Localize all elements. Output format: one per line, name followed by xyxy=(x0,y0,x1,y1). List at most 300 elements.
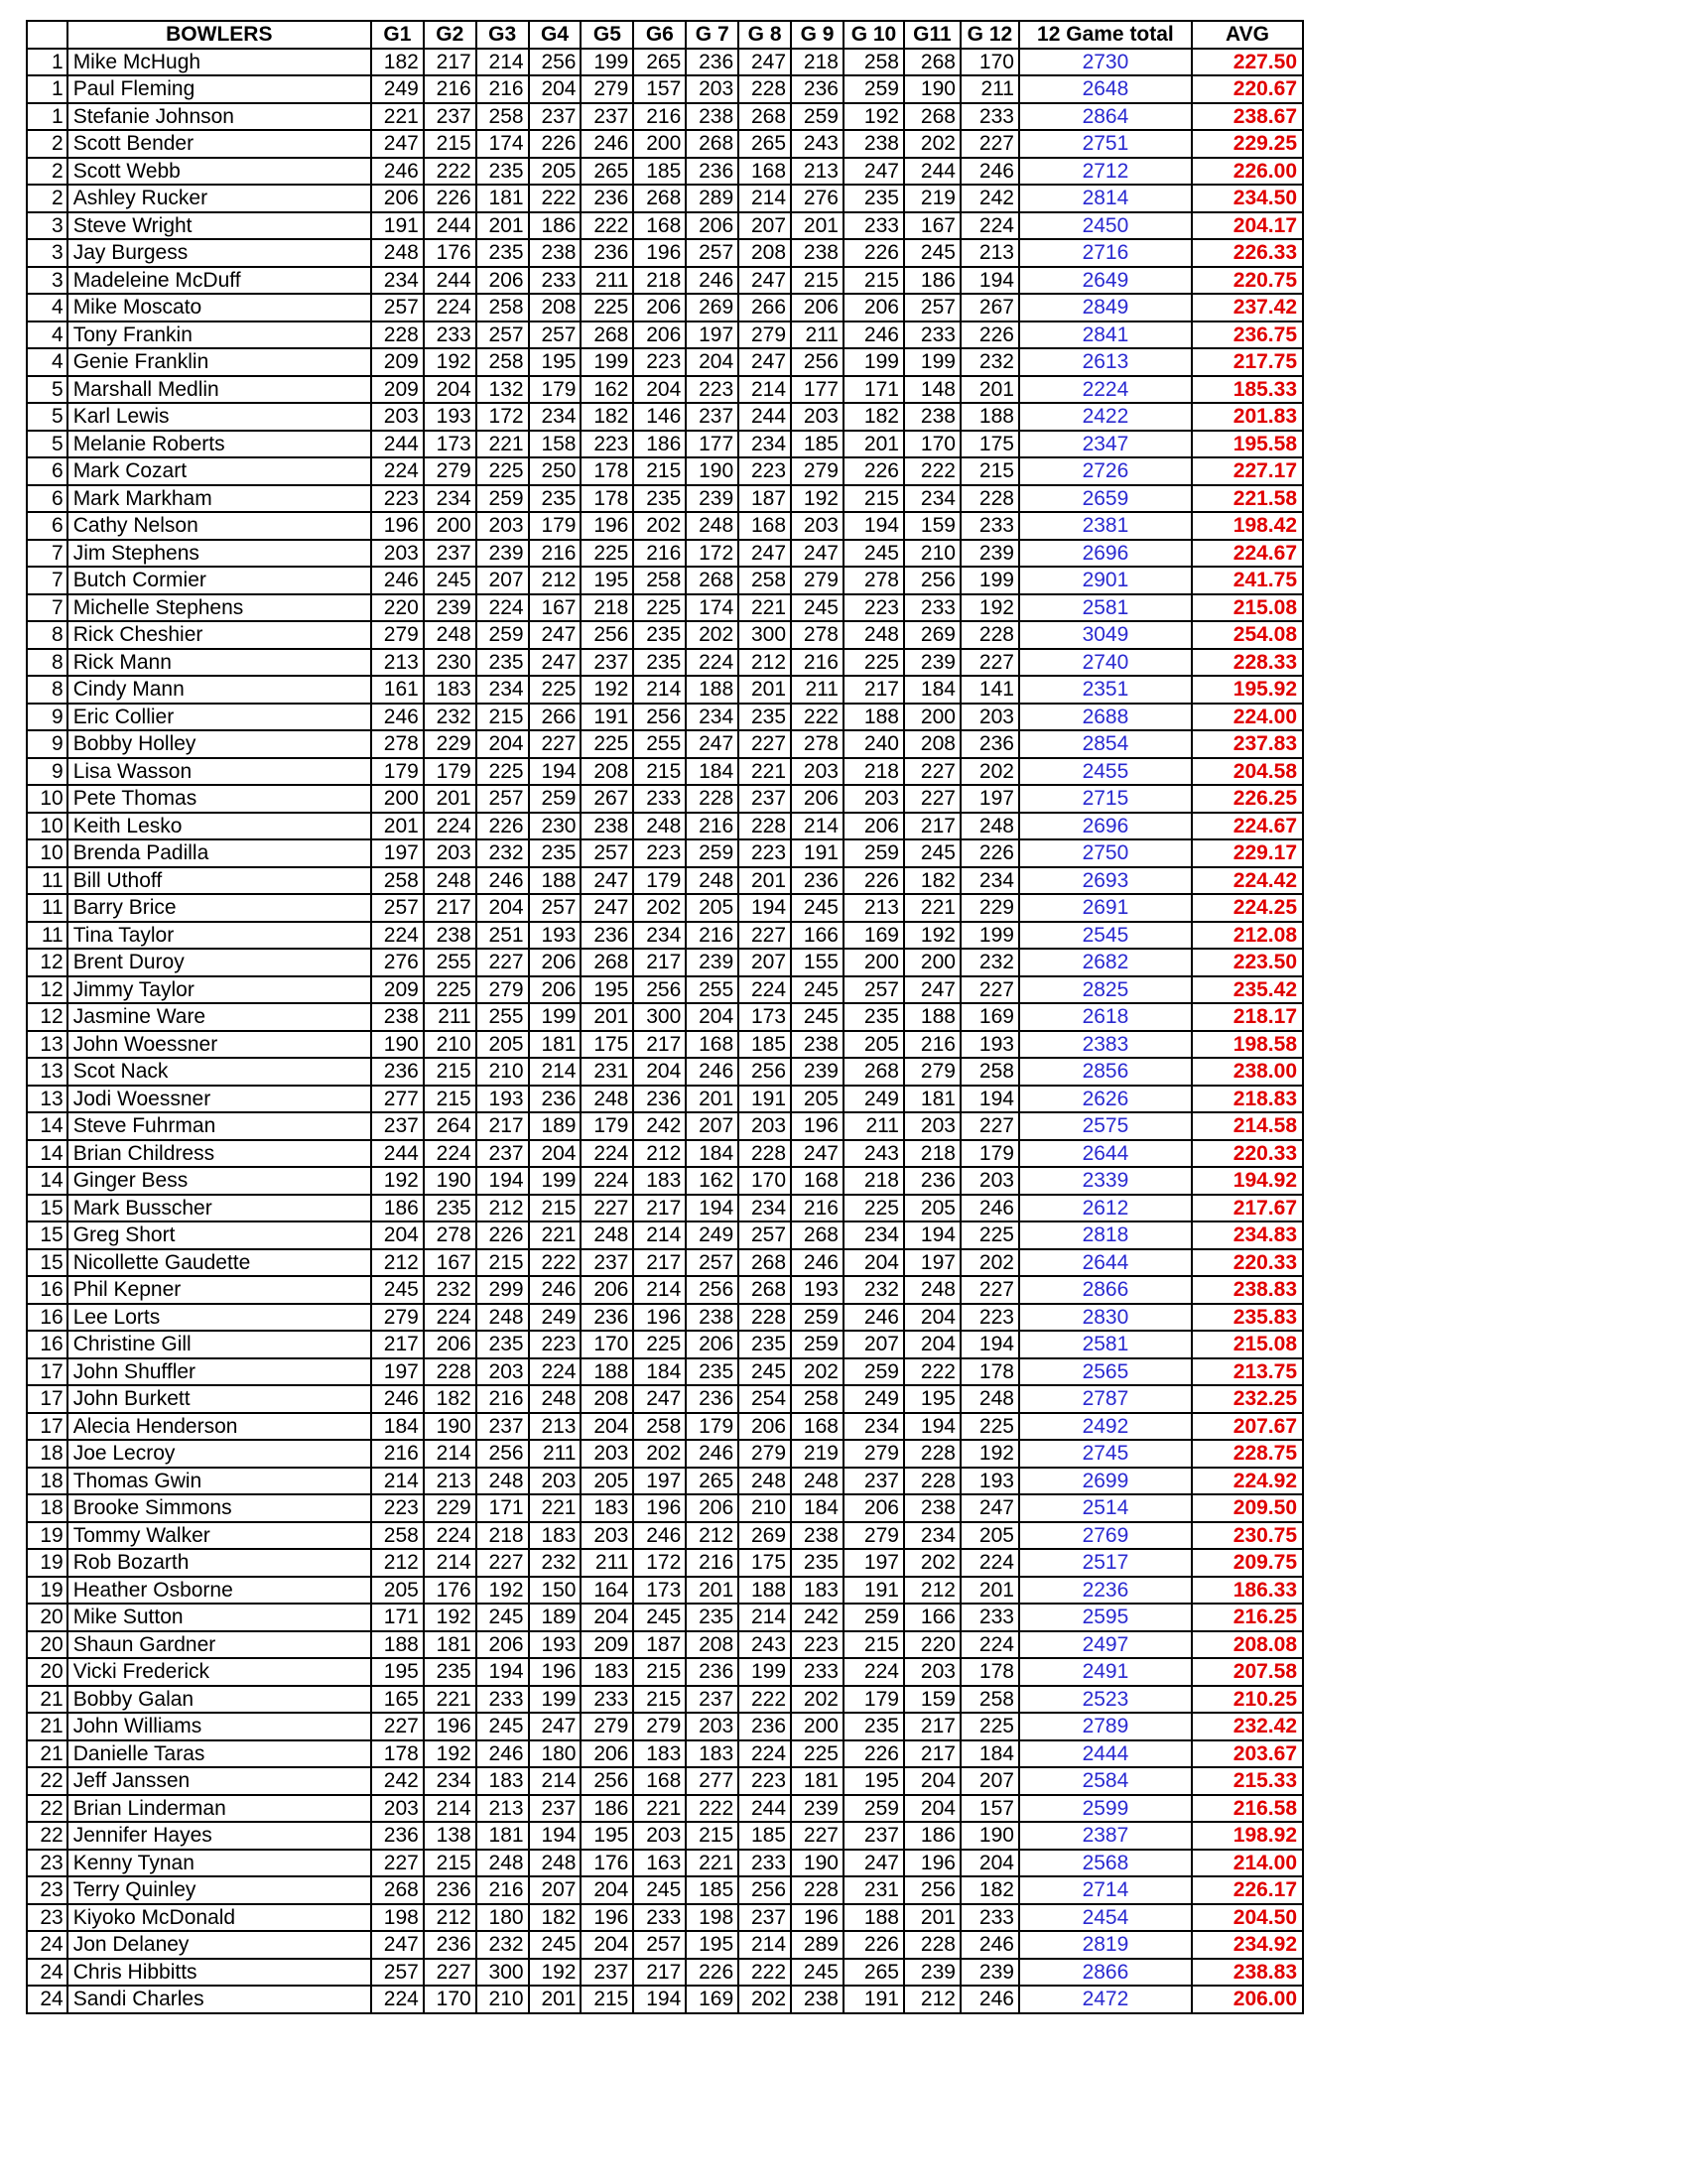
game-6-score-cell: 246 xyxy=(633,1522,686,1550)
game-2-score-cell: 245 xyxy=(424,567,476,594)
game-11-score-cell: 219 xyxy=(904,185,961,212)
avg-cell: 214.00 xyxy=(1192,1850,1303,1877)
bowler-name-cell: Thomas Gwin xyxy=(67,1468,371,1495)
game-4-score-cell: 199 xyxy=(529,1686,582,1714)
table-row xyxy=(27,1631,1303,1659)
game-9-score-cell: 219 xyxy=(791,1440,844,1468)
rank-cell: 2 xyxy=(27,185,67,212)
avg-cell: 220.67 xyxy=(1192,75,1303,103)
game-7-score-cell: 177 xyxy=(686,431,738,458)
game-8-score-cell: 234 xyxy=(738,431,791,458)
table-row xyxy=(27,704,1303,731)
game-8-score-cell: 223 xyxy=(738,457,791,485)
rank-cell: 19 xyxy=(27,1522,67,1550)
table-row xyxy=(27,294,1303,321)
game-11-score-cell: 234 xyxy=(904,485,961,513)
table-row xyxy=(27,1195,1303,1222)
game-3-score-cell: 215 xyxy=(476,1249,529,1277)
rank-cell: 14 xyxy=(27,1112,67,1140)
rank-cell: 9 xyxy=(27,730,67,758)
game-9-score-cell: 245 xyxy=(791,1003,844,1031)
game-12-score-cell: 202 xyxy=(961,1249,1019,1277)
bowler-name-cell: Phil Kepner xyxy=(67,1276,371,1304)
game-12-score-cell: 170 xyxy=(961,49,1019,76)
game-11-score-cell: 228 xyxy=(904,1931,961,1959)
rank-cell: 21 xyxy=(27,1740,67,1768)
game-9-score-cell: 258 xyxy=(791,1385,844,1413)
game-3-score-cell: 217 xyxy=(476,1112,529,1140)
game-2-score-cell: 234 xyxy=(424,1767,476,1795)
game-7-score-cell: 195 xyxy=(686,1931,738,1959)
game-10-score-cell: 259 xyxy=(844,1795,904,1823)
game-1-score-cell: 216 xyxy=(371,1440,424,1468)
game-8-score-cell: 223 xyxy=(738,1767,791,1795)
game-8-score-cell: 247 xyxy=(738,49,791,76)
game-12-score-cell: 141 xyxy=(961,676,1019,704)
game-12-score-cell: 232 xyxy=(961,949,1019,976)
game-9-score-cell: 256 xyxy=(791,348,844,376)
game-7-score-cell: 255 xyxy=(686,976,738,1004)
avg-cell: 213.75 xyxy=(1192,1358,1303,1386)
rank-cell: 15 xyxy=(27,1221,67,1249)
game-6-score-cell: 194 xyxy=(633,1986,686,2013)
game-8-header: G 8 xyxy=(738,21,791,49)
table-row xyxy=(27,1795,1303,1823)
game-11-score-cell: 203 xyxy=(904,1112,961,1140)
total-cell: 2568 xyxy=(1019,1850,1192,1877)
game-12-score-cell: 194 xyxy=(961,267,1019,295)
game-9-score-cell: 191 xyxy=(791,839,844,867)
game-8-score-cell: 244 xyxy=(738,1795,791,1823)
avg-cell: 216.58 xyxy=(1192,1795,1303,1823)
game-6-score-cell: 206 xyxy=(633,294,686,321)
avg-cell: 204.17 xyxy=(1192,212,1303,240)
total-cell: 2726 xyxy=(1019,457,1192,485)
table-row xyxy=(27,676,1303,704)
game-4-score-cell: 179 xyxy=(529,376,582,404)
game-8-score-cell: 175 xyxy=(738,1549,791,1577)
game-11-score-cell: 201 xyxy=(904,1904,961,1932)
bowler-name-cell: Joe Lecroy xyxy=(67,1440,371,1468)
game-11-score-cell: 208 xyxy=(904,730,961,758)
total-cell: 2750 xyxy=(1019,839,1192,867)
avg-cell: 208.08 xyxy=(1192,1631,1303,1659)
game-10-score-cell: 237 xyxy=(844,1822,904,1850)
total-cell: 2819 xyxy=(1019,1931,1192,1959)
game-8-score-cell: 235 xyxy=(738,1331,791,1358)
game-4-score-cell: 211 xyxy=(529,1440,582,1468)
game-3-score-cell: 259 xyxy=(476,621,529,649)
game-3-score-cell: 205 xyxy=(476,1031,529,1059)
game-2-score-cell: 228 xyxy=(424,1358,476,1386)
game-5-score-cell: 182 xyxy=(581,403,633,431)
game-5-score-cell: 199 xyxy=(581,348,633,376)
game-7-score-cell: 204 xyxy=(686,348,738,376)
bowler-name-cell: Vicki Frederick xyxy=(67,1658,371,1686)
table-row xyxy=(27,1549,1303,1577)
bowler-name-cell: Lisa Wasson xyxy=(67,758,371,786)
game-1-score-cell: 224 xyxy=(371,457,424,485)
game-9-score-cell: 259 xyxy=(791,1331,844,1358)
rank-cell: 19 xyxy=(27,1549,67,1577)
game-12-score-cell: 157 xyxy=(961,1795,1019,1823)
table-row xyxy=(27,485,1303,513)
game-5-score-cell: 192 xyxy=(581,676,633,704)
rank-cell: 7 xyxy=(27,594,67,622)
table-row xyxy=(27,922,1303,950)
game-6-score-cell: 168 xyxy=(633,1767,686,1795)
game-2-score-cell: 206 xyxy=(424,1331,476,1358)
game-2-score-cell: 226 xyxy=(424,185,476,212)
game-1-score-cell: 200 xyxy=(371,785,424,813)
game-6-score-cell: 214 xyxy=(633,676,686,704)
game-8-score-cell: 257 xyxy=(738,1221,791,1249)
bowler-name-cell: Mark Busscher xyxy=(67,1195,371,1222)
game-2-score-cell: 236 xyxy=(424,1931,476,1959)
game-2-score-cell: 215 xyxy=(424,1850,476,1877)
total-cell: 2648 xyxy=(1019,75,1192,103)
game-2-score-cell: 248 xyxy=(424,621,476,649)
bowler-name-cell: Stefanie Johnson xyxy=(67,103,371,131)
game-4-score-cell: 199 xyxy=(529,1003,582,1031)
game-11-score-cell: 218 xyxy=(904,1140,961,1168)
game-3-score-cell: 258 xyxy=(476,294,529,321)
game-11-score-cell: 228 xyxy=(904,1440,961,1468)
total-cell: 2492 xyxy=(1019,1413,1192,1441)
game-3-score-cell: 246 xyxy=(476,867,529,895)
table-row xyxy=(27,730,1303,758)
game-7-score-cell: 289 xyxy=(686,185,738,212)
game-12-score-cell: 227 xyxy=(961,1276,1019,1304)
game-7-score-cell: 169 xyxy=(686,1986,738,2013)
bowler-name-cell: Brent Duroy xyxy=(67,949,371,976)
game-5-score-cell: 170 xyxy=(581,1331,633,1358)
game-10-score-cell: 218 xyxy=(844,1167,904,1195)
game-5-score-cell: 178 xyxy=(581,457,633,485)
game-5-score-cell: 203 xyxy=(581,1522,633,1550)
game-6-score-cell: 168 xyxy=(633,212,686,240)
game-9-score-cell: 181 xyxy=(791,1767,844,1795)
avg-cell: 227.17 xyxy=(1192,457,1303,485)
game-6-score-cell: 258 xyxy=(633,1413,686,1441)
game-11-score-cell: 221 xyxy=(904,894,961,922)
game-7-score-cell: 239 xyxy=(686,949,738,976)
game-3-score-cell: 248 xyxy=(476,1468,529,1495)
game-11-score-cell: 200 xyxy=(904,704,961,731)
game-1-score-cell: 212 xyxy=(371,1249,424,1277)
game-11-score-cell: 248 xyxy=(904,1276,961,1304)
game-8-score-cell: 185 xyxy=(738,1031,791,1059)
game-1-score-cell: 192 xyxy=(371,1167,424,1195)
game-12-score-cell: 227 xyxy=(961,976,1019,1004)
game-9-score-cell: 243 xyxy=(791,130,844,158)
game-3-score-cell: 203 xyxy=(476,512,529,540)
bowler-name-cell: Nicollette Gaudette xyxy=(67,1249,371,1277)
bowler-name-cell: Brian Childress xyxy=(67,1140,371,1168)
game-9-score-cell: 190 xyxy=(791,1850,844,1877)
game-3-score-cell: 255 xyxy=(476,1003,529,1031)
game-12-score-cell: 203 xyxy=(961,1167,1019,1195)
game-8-score-cell: 244 xyxy=(738,403,791,431)
game-10-score-cell: 206 xyxy=(844,294,904,321)
game-4-score-cell: 222 xyxy=(529,1249,582,1277)
avg-cell: 220.33 xyxy=(1192,1249,1303,1277)
game-1-score-cell: 209 xyxy=(371,976,424,1004)
table-row xyxy=(27,1385,1303,1413)
game-7-score-cell: 203 xyxy=(686,75,738,103)
game-10-score-cell: 204 xyxy=(844,1249,904,1277)
game-2-score-cell: 217 xyxy=(424,894,476,922)
game-1-score-cell: 257 xyxy=(371,294,424,321)
avg-cell: 206.00 xyxy=(1192,1986,1303,2013)
avg-cell: 234.83 xyxy=(1192,1221,1303,1249)
game-8-score-cell: 194 xyxy=(738,894,791,922)
bowler-name-cell: Cindy Mann xyxy=(67,676,371,704)
game-1-score-cell: 206 xyxy=(371,185,424,212)
game-7-score-cell: 247 xyxy=(686,730,738,758)
game-4-score-cell: 203 xyxy=(529,1468,582,1495)
game-5-score-cell: 231 xyxy=(581,1058,633,1086)
avg-cell: 186.33 xyxy=(1192,1577,1303,1605)
table-row xyxy=(27,1468,1303,1495)
table-row xyxy=(27,1413,1303,1441)
game-11-score-cell: 238 xyxy=(904,403,961,431)
total-cell: 2523 xyxy=(1019,1686,1192,1714)
game-7-score-cell: 268 xyxy=(686,130,738,158)
game-10-score-cell: 249 xyxy=(844,1086,904,1113)
game-4-score-cell: 201 xyxy=(529,1986,582,2013)
game-4-score-cell: 214 xyxy=(529,1058,582,1086)
avg-cell: 195.92 xyxy=(1192,676,1303,704)
game-1-score-cell: 196 xyxy=(371,512,424,540)
game-11-score-cell: 194 xyxy=(904,1413,961,1441)
game-6-score-cell: 217 xyxy=(633,1031,686,1059)
game-11-header: G11 xyxy=(904,21,961,49)
game-11-score-cell: 227 xyxy=(904,785,961,813)
game-7-score-cell: 236 xyxy=(686,1658,738,1686)
table-row xyxy=(27,1604,1303,1631)
game-12-score-cell: 233 xyxy=(961,512,1019,540)
rank-cell: 8 xyxy=(27,649,67,677)
bowler-name-cell: Scott Bender xyxy=(67,130,371,158)
game-2-score-cell: 229 xyxy=(424,730,476,758)
game-4-score-cell: 216 xyxy=(529,540,582,568)
avg-cell: 237.42 xyxy=(1192,294,1303,321)
bowler-name-cell: Tommy Walker xyxy=(67,1522,371,1550)
game-9-score-cell: 239 xyxy=(791,1058,844,1086)
game-8-score-cell: 221 xyxy=(738,594,791,622)
game-12-score-cell: 234 xyxy=(961,867,1019,895)
total-cell: 2575 xyxy=(1019,1112,1192,1140)
game-6-score-cell: 233 xyxy=(633,1904,686,1932)
bowler-name-cell: Mike Sutton xyxy=(67,1604,371,1631)
game-7-score-cell: 202 xyxy=(686,621,738,649)
game-7-score-cell: 204 xyxy=(686,1003,738,1031)
game-2-score-cell: 176 xyxy=(424,1577,476,1605)
avg-cell: 203.67 xyxy=(1192,1740,1303,1768)
game-12-score-cell: 182 xyxy=(961,1876,1019,1904)
game-5-score-cell: 225 xyxy=(581,540,633,568)
game-1-score-cell: 276 xyxy=(371,949,424,976)
game-8-score-cell: 245 xyxy=(738,1358,791,1386)
game-4-score-cell: 193 xyxy=(529,1631,582,1659)
game-2-score-cell: 234 xyxy=(424,485,476,513)
game-2-score-cell: 224 xyxy=(424,1522,476,1550)
avg-cell: 238.83 xyxy=(1192,1959,1303,1987)
rank-cell: 12 xyxy=(27,976,67,1004)
total-cell: 2730 xyxy=(1019,49,1192,76)
game-2-score-cell: 224 xyxy=(424,813,476,840)
avg-cell: 229.17 xyxy=(1192,839,1303,867)
game-7-score-cell: 185 xyxy=(686,1876,738,1904)
game-6-score-cell: 245 xyxy=(633,1604,686,1631)
game-8-score-cell: 266 xyxy=(738,294,791,321)
avg-cell: 224.00 xyxy=(1192,704,1303,731)
game-12-score-cell: 207 xyxy=(961,1767,1019,1795)
game-8-score-cell: 168 xyxy=(738,158,791,186)
game-6-score-cell: 221 xyxy=(633,1795,686,1823)
game-6-score-cell: 184 xyxy=(633,1358,686,1386)
game-8-score-cell: 265 xyxy=(738,130,791,158)
game-7-score-cell: 237 xyxy=(686,1686,738,1714)
game-1-score-cell: 249 xyxy=(371,75,424,103)
game-6-header: G6 xyxy=(633,21,686,49)
game-10-score-cell: 259 xyxy=(844,839,904,867)
game-6-score-cell: 216 xyxy=(633,103,686,131)
avg-cell: 224.67 xyxy=(1192,813,1303,840)
table-row xyxy=(27,1167,1303,1195)
rank-cell: 23 xyxy=(27,1876,67,1904)
game-1-score-cell: 209 xyxy=(371,348,424,376)
game-9-score-cell: 192 xyxy=(791,485,844,513)
game-5-score-cell: 237 xyxy=(581,649,633,677)
game-4-score-cell: 223 xyxy=(529,1331,582,1358)
bowler-name-cell: Steve Wright xyxy=(67,212,371,240)
avg-cell: 234.50 xyxy=(1192,185,1303,212)
game-5-score-cell: 186 xyxy=(581,1795,633,1823)
game-1-score-cell: 248 xyxy=(371,239,424,267)
game-3-score-cell: 180 xyxy=(476,1904,529,1932)
game-3-score-cell: 227 xyxy=(476,1549,529,1577)
total-cell: 2789 xyxy=(1019,1713,1192,1740)
game-8-score-cell: 173 xyxy=(738,1003,791,1031)
rank-cell: 18 xyxy=(27,1494,67,1522)
game-2-score-cell: 238 xyxy=(424,922,476,950)
game-2-score-cell: 204 xyxy=(424,376,476,404)
game-11-score-cell: 212 xyxy=(904,1577,961,1605)
avg-cell: 224.67 xyxy=(1192,540,1303,568)
game-5-score-cell: 224 xyxy=(581,1167,633,1195)
game-2-score-cell: 212 xyxy=(424,1904,476,1932)
rank-cell: 9 xyxy=(27,758,67,786)
game-4-score-cell: 150 xyxy=(529,1577,582,1605)
game-10-score-cell: 225 xyxy=(844,1195,904,1222)
game-11-score-cell: 188 xyxy=(904,1003,961,1031)
game-4-score-cell: 257 xyxy=(529,894,582,922)
game-2-score-cell: 239 xyxy=(424,594,476,622)
total-cell: 2818 xyxy=(1019,1221,1192,1249)
game-3-score-cell: 210 xyxy=(476,1986,529,2013)
avg-cell: 218.83 xyxy=(1192,1086,1303,1113)
game-6-score-cell: 172 xyxy=(633,1549,686,1577)
game-10-score-cell: 226 xyxy=(844,1931,904,1959)
game-11-score-cell: 186 xyxy=(904,1822,961,1850)
game-11-score-cell: 244 xyxy=(904,158,961,186)
game-7-score-cell: 236 xyxy=(686,158,738,186)
game-2-score-cell: 179 xyxy=(424,758,476,786)
rank-cell: 17 xyxy=(27,1358,67,1386)
game-4-score-cell: 194 xyxy=(529,758,582,786)
game-11-score-cell: 202 xyxy=(904,1549,961,1577)
game-4-score-cell: 249 xyxy=(529,1304,582,1332)
game-3-header: G3 xyxy=(476,21,529,49)
game-12-score-cell: 194 xyxy=(961,1086,1019,1113)
avg-cell: 226.25 xyxy=(1192,785,1303,813)
avg-cell: 218.17 xyxy=(1192,1003,1303,1031)
table-row xyxy=(27,239,1303,267)
game-10-score-cell: 205 xyxy=(844,1031,904,1059)
bowler-name-cell: John Burkett xyxy=(67,1385,371,1413)
game-5-header: G5 xyxy=(581,21,633,49)
game-10-score-cell: 237 xyxy=(844,1468,904,1495)
bowler-name-cell: Rob Bozarth xyxy=(67,1549,371,1577)
table-row xyxy=(27,1822,1303,1850)
total-cell: 2422 xyxy=(1019,403,1192,431)
game-1-score-cell: 191 xyxy=(371,212,424,240)
total-cell: 2444 xyxy=(1019,1740,1192,1768)
game-5-score-cell: 227 xyxy=(581,1195,633,1222)
game-9-score-cell: 259 xyxy=(791,1304,844,1332)
game-3-score-cell: 233 xyxy=(476,1686,529,1714)
avg-cell: 229.25 xyxy=(1192,130,1303,158)
game-5-score-cell: 267 xyxy=(581,785,633,813)
game-9-score-cell: 259 xyxy=(791,103,844,131)
game-7-score-cell: 201 xyxy=(686,1086,738,1113)
total-cell: 2856 xyxy=(1019,1058,1192,1086)
game-4-score-cell: 199 xyxy=(529,1167,582,1195)
game-5-score-cell: 211 xyxy=(581,1549,633,1577)
bowler-name-cell: Scott Webb xyxy=(67,158,371,186)
game-5-score-cell: 246 xyxy=(581,130,633,158)
game-8-score-cell: 206 xyxy=(738,1413,791,1441)
game-8-score-cell: 223 xyxy=(738,839,791,867)
rank-cell: 4 xyxy=(27,294,67,321)
avg-cell: 209.75 xyxy=(1192,1549,1303,1577)
rank-cell: 11 xyxy=(27,894,67,922)
avg-cell: 195.58 xyxy=(1192,431,1303,458)
avg-cell: 185.33 xyxy=(1192,376,1303,404)
game-10-score-cell: 279 xyxy=(844,1440,904,1468)
game-7-score-cell: 206 xyxy=(686,212,738,240)
game-4-score-cell: 204 xyxy=(529,75,582,103)
rank-cell: 21 xyxy=(27,1686,67,1714)
game-11-score-cell: 239 xyxy=(904,649,961,677)
game-4-score-cell: 215 xyxy=(529,1195,582,1222)
game-12-score-cell: 242 xyxy=(961,185,1019,212)
game-7-score-cell: 223 xyxy=(686,376,738,404)
game-1-score-cell: 217 xyxy=(371,1331,424,1358)
game-5-score-cell: 209 xyxy=(581,1631,633,1659)
game-7-score-cell: 248 xyxy=(686,512,738,540)
game-9-score-cell: 168 xyxy=(791,1413,844,1441)
game-4-score-cell: 167 xyxy=(529,594,582,622)
avg-cell: 215.33 xyxy=(1192,1767,1303,1795)
game-9-score-cell: 183 xyxy=(791,1577,844,1605)
game-9-score-cell: 245 xyxy=(791,1959,844,1987)
avg-cell: 220.33 xyxy=(1192,1140,1303,1168)
game-11-score-cell: 222 xyxy=(904,1358,961,1386)
game-5-score-cell: 183 xyxy=(581,1658,633,1686)
